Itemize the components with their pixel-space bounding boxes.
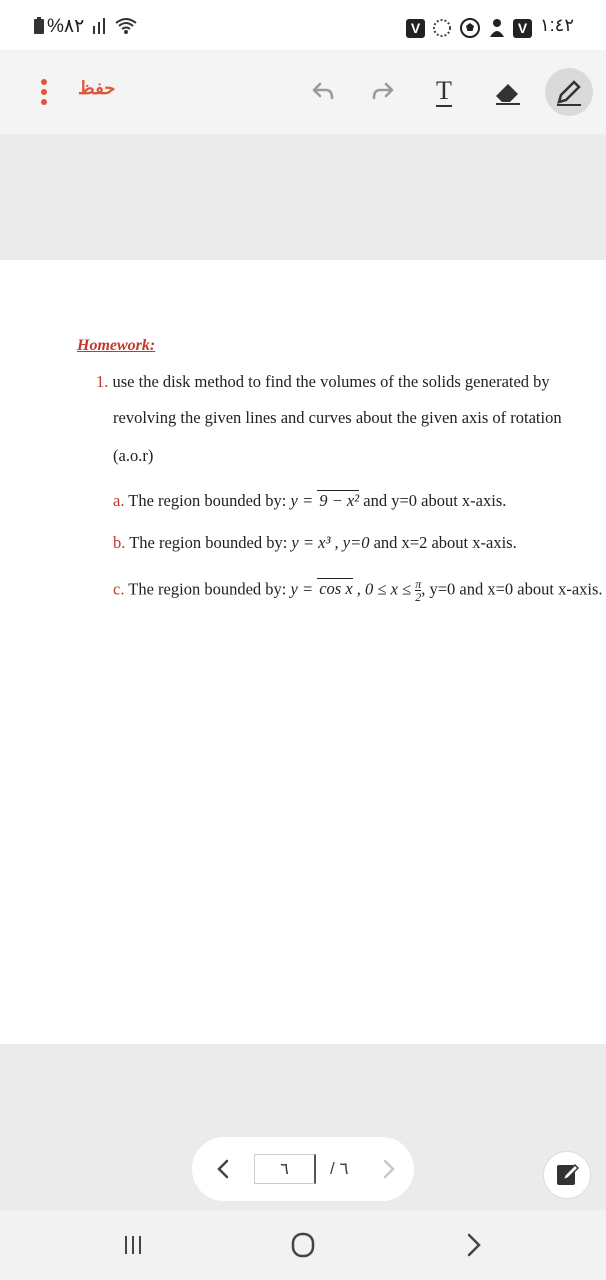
status-bar: [0, 0, 606, 50]
edit-icon: [544, 1152, 590, 1198]
sqrt-expression: cos x: [319, 579, 353, 599]
item-number: 1.: [96, 372, 109, 391]
edit-document-button[interactable]: [543, 1151, 591, 1199]
sub-item-text: The region bounded by:: [129, 533, 288, 552]
system-navigation-bar: [0, 1210, 606, 1280]
undo-icon[interactable]: [304, 74, 340, 110]
eraser-icon[interactable]: [490, 74, 526, 110]
sub-item-tail: and y=0 about x-axis.: [363, 491, 507, 510]
back-icon[interactable]: [456, 1228, 490, 1262]
page-total: / ٦: [330, 1159, 349, 1178]
pen-icon: [545, 68, 593, 116]
save-button[interactable]: حفظ: [78, 78, 116, 98]
sub-item-text: The region bounded by:: [128, 491, 287, 510]
next-page-icon[interactable]: [376, 1155, 402, 1183]
sub-item-tail: and x=2 about x-axis.: [373, 533, 517, 552]
text-tool-label: T: [436, 76, 452, 105]
sub-item-marker: a.: [113, 491, 125, 510]
pen-tool-button[interactable]: [545, 68, 593, 116]
equation-lhs: y =: [290, 579, 318, 599]
soccer-ball-icon: [459, 17, 481, 39]
document-page: [0, 260, 606, 1044]
page-navigator: [192, 1137, 414, 1201]
more-options-icon[interactable]: [38, 78, 50, 108]
sub-item-a: [113, 490, 506, 511]
fraction-denominator: 2: [415, 590, 422, 604]
fraction-numerator: π: [415, 577, 422, 591]
sub-item-marker: b.: [113, 533, 126, 552]
canvas-margin-top: [0, 134, 606, 260]
battery-level: %٨٢: [47, 16, 85, 37]
toolbar: [0, 50, 606, 134]
previous-page-icon[interactable]: [210, 1155, 236, 1183]
equation-lhs: y =: [290, 491, 318, 510]
range-expression: , 0 ≤ x ≤: [352, 579, 416, 599]
recent-apps-icon[interactable]: [116, 1228, 150, 1262]
item-1-line-1: [96, 372, 550, 392]
homework-heading: Homework:: [77, 337, 156, 354]
v-app-icon: V: [513, 19, 532, 38]
signal-icon: [92, 16, 108, 34]
text-tool-button[interactable]: [426, 74, 462, 110]
sub-item-b: [113, 533, 517, 553]
clock: ١:٤٢: [540, 15, 575, 35]
wifi-icon: [114, 17, 138, 35]
battery-icon: [34, 19, 44, 34]
person-icon: [487, 17, 507, 39]
sub-item-text: The region bounded by:: [128, 579, 287, 599]
sub-item-tail: , y=0 and x=0 about x-axis.: [421, 579, 603, 599]
home-icon[interactable]: [286, 1228, 320, 1262]
sqrt-expression: 9 − x²: [319, 491, 360, 510]
v-app-icon: V: [406, 19, 425, 38]
sub-item-marker: c.: [113, 579, 125, 599]
redo-icon[interactable]: [366, 74, 402, 110]
page-number-input[interactable]: ٦: [254, 1154, 316, 1184]
circle-outline-icon: [431, 17, 453, 39]
equation: y = x³ , y=0: [291, 533, 370, 552]
sub-item-c: [113, 578, 603, 603]
item-1-line-2: revolving the given lines and curves about the given axis of rotation: [113, 408, 562, 427]
item-1-text-1: use the disk method to find the volumes of the solids generated by: [112, 372, 550, 391]
item-1-line-3: (a.o.r): [113, 446, 154, 465]
